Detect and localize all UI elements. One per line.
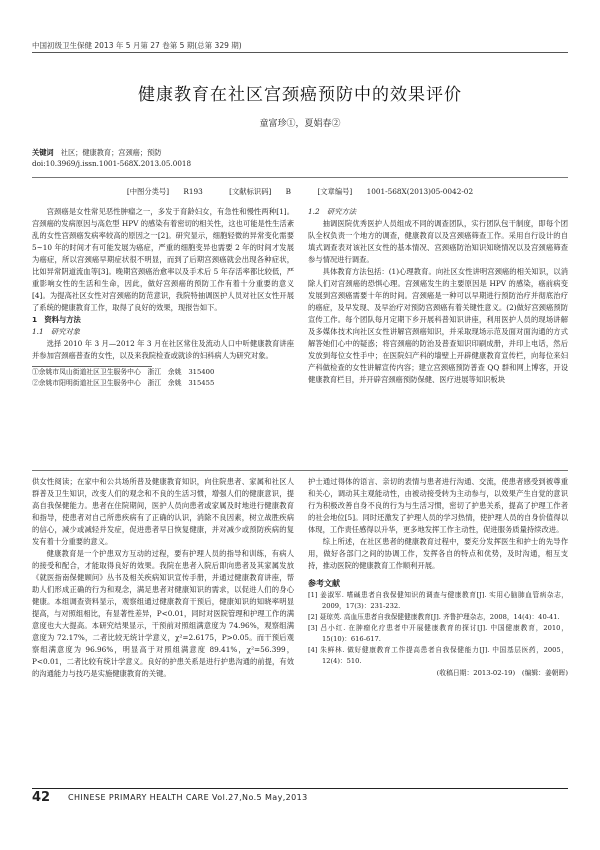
reference-item: [1] 姜淑军. 嗜碱患者自我保健知识的调查与健康教育[J]. 实用心脑肺血管病杂志，2009，17(3)：231-232. (308, 591, 568, 610)
running-header: 中国初级卫生保健 2013 年 5 月第 27 卷第 5 期(总第 329 期) (32, 41, 242, 50)
education-methods-paragraph: 具体教育方法包括：(1)心理教育。向社区女性讲明宫颈癌的相关知识，以消除人们对宫颈癌的恐惧心理。宫颈癌发生的主要原因是 HPV 的感染，癌前病变发展到宫颈癌需要十年的时间。宫颈癌是一种可以早期进行预防治疗并彻底治疗的癌症，及早发现、及早治疗对预防宫颈癌有着关键性意义。(2)做好宫颈癌预防宣传工作。每个团队每月定期下乡开展科普知识讲座，利用医护人员的现场讲解及多媒体技术向社区女性讲解宫颈癌知识，并采取现场示范及面对面沟通的方式解答她们心中的疑惑；将宫颈癌的防治及普查知识印刷成册，并印上电话，然后发放到每位女性手中；在医院妇产科的墙壁上开辟健康教育宣传栏，向每位来妇产科做检查的女性讲解宣传内容；建立宫颈癌预防普查 QQ 群和网上博客，开设健康教育栏目，并开辟宫颈癌预防保健、医疗进展等知识板块 (308, 267, 568, 384)
conclusion-paragraph: 综上所述，在社区患者的健康教育过程中，要充分发挥医生和护士的先导作用，做好各部门之间的协调工作，发挥各自的特点和优势，及时沟通，相互支持，推动医院的健康教育工作顺利开展。 (308, 537, 568, 570)
upper-right-column (308, 206, 568, 386)
reference-item: [3] 吕小红. 在肿瘤化疗患者中开展健康教育的探讨[J]. 中国健康教育，2010，15(10)：616-617. (308, 624, 568, 643)
cls-label: [中图分类号] (126, 187, 170, 196)
article-no-value: 1001-568X(2013)05-0042-02 (366, 187, 474, 196)
intro-paragraph: 宫颈癌是女性常见恶性肿瘤之一，多发于育龄妇女，有急性和慢性两种[1]。宫颈癌的发病原因与高危型 HPV 的感染有着密切的相关性，这也可能是性生活紊乱的女性宫颈癌发病率较高的原因之一[2]。研究显示，细胞轻微的异常变化需要 5~10 年的时间才有可能发展为癌症，严重的细胞变异也需要 2 年的时间才发展为癌症，所以宫颈癌早期症状很不明显，而到了后期宫颈癌就会出现各种症状，比如异常阴道流血等[3]。晚期宫颈癌治愈率以及手术后 5 年存活率都比较低，严重影响女性的生活和生命，因此，做好宫颈癌的预防工作有着十分重要的意义[4]。为提高社区女性对宫颈癌的防范意识，我院特抽调医护人员对社区女性开展了系统的健康教育工作，取得了良好的效果，现报告如下。 (32, 207, 294, 312)
section-divider (32, 470, 568, 471)
reference-item: [4] 朱鲜林. 做好健康教育工作提高患者自我保健能力[J]. 中国基层医药，2005，12(4)：510. (308, 646, 568, 665)
header-divider (32, 52, 568, 53)
doc-code-value: B (285, 187, 292, 196)
article-authors: 童富珍①，夏娟春② (259, 119, 341, 129)
classification-line (32, 187, 568, 197)
affiliation-2: ②余姚市阳明街道社区卫生服务中心 浙江 余姚 315455 (32, 379, 215, 387)
affiliation-1: ①余姚市凤山街道社区卫生服务中心 浙江 余姚 315400 (32, 368, 215, 376)
keywords-label: 关键词 (32, 148, 54, 157)
discussion-paragraph: 健康教育是一个护患双方互动的过程，要有护理人员的指导和训练，有病人的接受和配合，才能取得良好的效果。我院在患者入院后即向患者及其家属发放《就医指南保健顾问》丛书及相关疾病知识宣传手册，并通过健康教育讲座，帮助人们形成正确的行为和观念，满足患者对健康知识的需求，以促进人们的身心健康。本组调查资料显示，观察组通过健康教育干预后，健康知识的知晓率明显提高，与对照组相比，有显著性差异，P<0.01，同时对医院管理和护理工作的满意度也大大提高。本研究结果显示，干预前对照组满意度为 74.96%，观察组满意度为 72.17%，二者比较无统计学意义，χ²=2.6175，P>0.05。而干预后观察组满意度为 96.96%，明显高于对照组满意度 89.41%，χ²=56.399，P<0.01，二者比较有统计学意义。良好的护患关系是进行护患沟通的前提，有效的沟通能力与技巧是实施健康教育的关键。 (32, 549, 294, 678)
page-number: 42 (32, 790, 51, 805)
lower-right-column (308, 476, 568, 679)
subjects-paragraph: 选择 2010 年 3 月—2012 年 3 月在社区常住及流动人口中听健康教育讲座并参加宫颈癌普查的女性，以及来我院检查或就诊的妇科病人为研究对象。 (32, 339, 294, 360)
keywords-value: 社区；健康教育；宫颈癌；预防 (60, 148, 162, 157)
section-heading: 1 资料与方法 (32, 315, 81, 324)
journal-footer: CHINESE PRIMARY HEALTH CARE Vol.27,No.5 May,2013 (68, 793, 308, 802)
article-no-label: [文章编号] (317, 187, 353, 196)
received-date: (收稿日期：2013-02-19) (编辑：姜朝晖) (436, 669, 568, 677)
subsection-heading: 1.2 研究方法 (308, 207, 357, 216)
keywords-block (32, 147, 568, 169)
subsection-heading: 1.1 研究对象 (32, 327, 81, 336)
references-heading: 参考文献 (308, 579, 340, 588)
upper-left-column (32, 206, 294, 389)
cls-value: R193 (183, 187, 203, 196)
continued-paragraph: 供女性阅读；在家中和公共场所普及健康教育知识，向住院患者、家属和社区人群普及卫生知识，改变人们的观念和不良的生活习惯，增强人们的健康意识，提高自我保健能力。患者在住院期间，医护人员向患者或家属及时地进行健康教育和指导，使患者对自己所患疾病有了正确的认识，消除不良因素，树立战胜疾病的信心，减少或减轻并发症，促进患者早日恢复健康，并对减少或预防疾病的复发有着十分重要的意义。 (32, 477, 294, 546)
doi: doi:10.3969/j.issn.1001-568X.2013.05.0018 (32, 159, 192, 168)
reference-item: [2] 聂琼英. 高血压患者自我保健健康教育[J]. 齐鲁护理杂志，2008，14(4)：40-41. (308, 613, 560, 621)
continued-paragraph: 护士通过得体的语言、亲切的表情与患者进行沟通、交流，使患者感受到被尊重和关心，调动其主观能动性，由被动接受转为主动参与，以效果产生自觉的意识行为积极改善自身不良的行为与生活习惯，密切了护患关系，提高了护理工作者的社会地位[5]。同时还激发了护理人员的学习热情，使护理人员的自身价值得以体现，工作责任感得以升华，更多地发挥工作主动性，促进服务质量持续改进。 (308, 477, 568, 534)
methods-paragraph: 抽调医院优秀医护人员组成不同的调查团队，实行团队包干制度，即每个团队全权负责一个地方的调查，健康教育以及宫颈癌筛查工作。采用自行设计的自填式调查表对该社区女性的基本情况、宫颈癌防治知识知晓情况以及宫颈癌筛查参与情况进行调查。 (308, 219, 568, 264)
meta-divider (32, 177, 568, 178)
lower-left-column (32, 476, 294, 680)
article-title: 健康教育在社区宫颈癌预防中的效果评价 (138, 85, 462, 105)
doc-code-label: [文献标识码] (229, 187, 272, 196)
